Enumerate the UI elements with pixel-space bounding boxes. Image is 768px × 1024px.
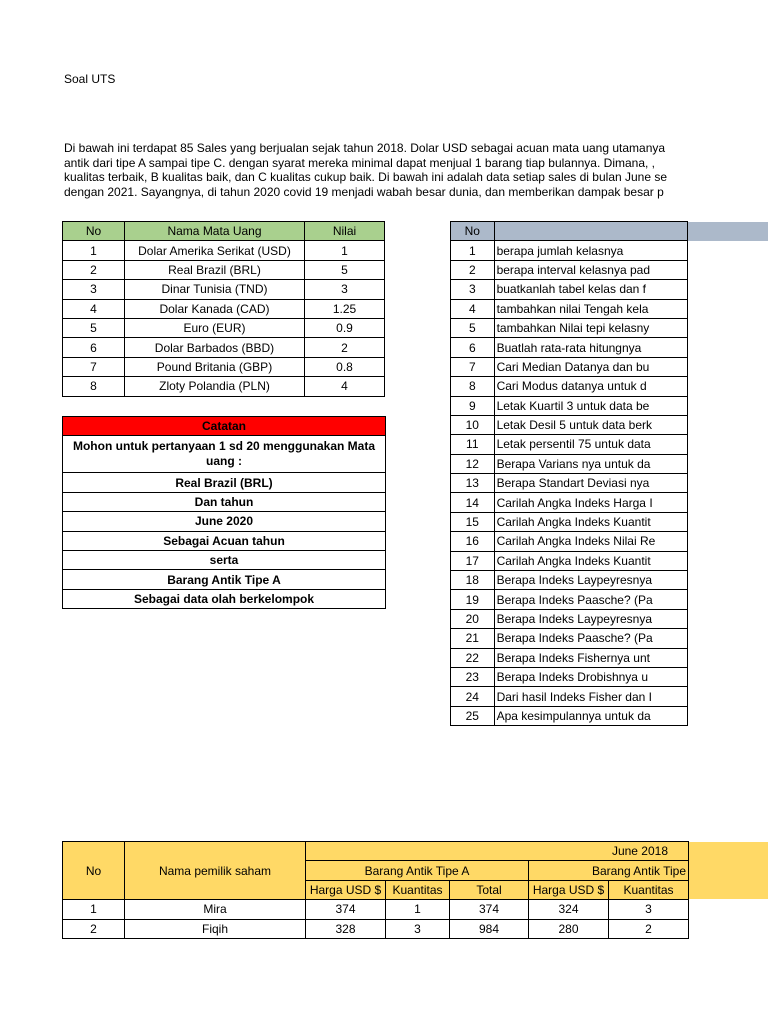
question-no-cell: 12 <box>451 454 495 473</box>
sales-header-price-a: Harga USD $ <box>306 880 386 899</box>
notes-line: Real Brazil (BRL) <box>63 473 386 492</box>
sales-price-a-cell: 328 <box>306 919 386 938</box>
currency-name-cell: Dolar Kanada (CAD) <box>125 299 305 318</box>
question-text-cell: berapa interval kelasnya pad <box>494 260 687 279</box>
question-text-cell: Berapa Indeks Fishernya unt <box>494 648 687 667</box>
question-row <box>451 318 688 337</box>
currency-name-cell: Dolar Amerika Serikat (USD) <box>125 241 305 260</box>
question-text-cell: Carilah Angka Indeks Kuantit <box>494 551 687 570</box>
question-text-cell: tambahkan nilai Tengah kela <box>494 299 687 318</box>
question-no-cell: 20 <box>451 609 495 628</box>
question-no-cell: 2 <box>451 260 495 279</box>
question-row <box>451 299 688 318</box>
question-text-cell: Berapa Indeks Laypeyresnya <box>494 571 687 590</box>
question-no-cell: 3 <box>451 280 495 299</box>
sales-header-qty-a: Kuantitas <box>386 880 450 899</box>
sales-qty-b-cell: 2 <box>609 919 689 938</box>
sales-panel <box>62 841 689 941</box>
question-text-cell: Berapa Indeks Paasche? (Pa <box>494 590 687 609</box>
question-row <box>451 609 688 628</box>
question-row <box>451 493 688 512</box>
question-no-cell: 24 <box>451 687 495 706</box>
currency-value-cell: 0.8 <box>305 357 385 376</box>
question-no-cell: 5 <box>451 318 495 337</box>
questions-header-question <box>494 222 687 241</box>
currency-header-no: No <box>63 222 125 241</box>
question-no-cell: 6 <box>451 338 495 357</box>
question-row <box>451 590 688 609</box>
intro-line: kualitas terbaik, B kualitas baik, dan C kualitas cukup baik. Di bawah ini adalah data setiap sales di bulan June se <box>64 170 668 184</box>
sales-header-total-a: Total <box>450 880 529 899</box>
question-no-cell: 13 <box>451 474 495 493</box>
sales-row <box>63 919 689 938</box>
currency-header-value: Nilai <box>305 222 385 241</box>
question-row <box>451 706 688 725</box>
sales-qty-b-cell: 3 <box>609 900 689 919</box>
question-row <box>451 377 688 396</box>
currency-value-cell: 1 <box>305 241 385 260</box>
question-no-cell: 9 <box>451 396 495 415</box>
sales-total-a-cell: 984 <box>450 919 529 938</box>
question-row <box>451 512 688 531</box>
currency-name-cell: Dinar Tunisia (TND) <box>125 280 305 299</box>
sales-table <box>62 841 689 939</box>
question-row <box>451 629 688 648</box>
sales-header-price-b: Harga USD $ <box>529 880 609 899</box>
question-no-cell: 19 <box>451 590 495 609</box>
question-text-cell: Berapa Standart Deviasi nya <box>494 474 687 493</box>
notes-line: serta <box>63 550 386 569</box>
questions-header-overflow <box>688 222 768 241</box>
intro-line: dengan 2021. Sayangnya, di tahun 2020 covid 19 menjadi wabah besar dunia, dan memberikan dampak besar p <box>64 184 664 199</box>
questions-header-no: No <box>451 222 495 241</box>
question-no-cell: 4 <box>451 299 495 318</box>
question-no-cell: 21 <box>451 629 495 648</box>
intro-paragraph <box>64 141 688 199</box>
question-row <box>451 415 688 434</box>
currency-value-cell: 1.25 <box>305 299 385 318</box>
sales-header-overflow <box>689 842 768 899</box>
question-text-cell: Carilah Angka Indeks Harga I <box>494 493 687 512</box>
question-text-cell: Berapa Indeks Laypeyresnya <box>494 609 687 628</box>
currency-name-cell: Zloty Polandia (PLN) <box>125 377 305 396</box>
currency-name-cell: Real Brazil (BRL) <box>125 260 305 279</box>
question-row <box>451 551 688 570</box>
currency-no-cell: 7 <box>63 357 125 376</box>
notes-line: Barang Antik Tipe A <box>63 570 386 589</box>
sales-header-period: June 2018 <box>306 842 689 861</box>
page-title: Soal UTS <box>64 72 116 86</box>
question-no-cell: 23 <box>451 667 495 686</box>
currency-name-cell: Euro (EUR) <box>125 318 305 337</box>
question-row <box>451 357 688 376</box>
currency-row <box>63 338 385 357</box>
questions-panel <box>450 221 688 727</box>
notes-line: Sebagai data olah berkelompok <box>63 589 386 608</box>
question-text-cell: tambahkan Nilai tepi kelasny <box>494 318 687 337</box>
question-no-cell: 1 <box>451 241 495 260</box>
sales-name-cell: Mira <box>125 900 306 919</box>
currency-no-cell: 2 <box>63 260 125 279</box>
question-row <box>451 571 688 590</box>
currency-no-cell: 5 <box>63 318 125 337</box>
currency-header-name: Nama Mata Uang <box>125 222 305 241</box>
question-row <box>451 474 688 493</box>
currency-name-cell: Pound Britania (GBP) <box>125 357 305 376</box>
currency-value-cell: 0.9 <box>305 318 385 337</box>
sales-qty-a-cell: 3 <box>386 919 450 938</box>
sales-header-group-b: Barang Antik Tipe <box>529 861 689 880</box>
notes-line: Mohon untuk pertanyaan 1 sd 20 menggunakan Mata uang : <box>63 436 386 473</box>
question-no-cell: 15 <box>451 512 495 531</box>
notes-line: Sebagai Acuan tahun <box>63 531 386 550</box>
question-text-cell: buatkanlah tabel kelas dan f <box>494 280 687 299</box>
question-text-cell: Letak Desil 5 untuk data berk <box>494 415 687 434</box>
currency-value-cell: 4 <box>305 377 385 396</box>
currency-no-cell: 6 <box>63 338 125 357</box>
sales-header-group-a: Barang Antik Tipe A <box>306 861 529 880</box>
question-row <box>451 260 688 279</box>
question-no-cell: 16 <box>451 532 495 551</box>
sales-header-qty-b: Kuantitas <box>609 880 689 899</box>
question-text-cell: Buatlah rata-rata hitungnya <box>494 338 687 357</box>
question-row <box>451 667 688 686</box>
question-text-cell: Berapa Varians nya untuk da <box>494 454 687 473</box>
sales-qty-a-cell: 1 <box>386 900 450 919</box>
question-text-cell: Letak persentil 75 untuk data <box>494 435 687 454</box>
question-text-cell: Apa kesimpulannya untuk da <box>494 706 687 725</box>
question-row <box>451 241 688 260</box>
question-text-cell: Letak Kuartil 3 untuk data be <box>494 396 687 415</box>
sales-no-cell: 2 <box>63 919 125 938</box>
question-text-cell: Carilah Angka Indeks Kuantit <box>494 512 687 531</box>
question-no-cell: 14 <box>451 493 495 512</box>
question-no-cell: 7 <box>451 357 495 376</box>
currency-no-cell: 3 <box>63 280 125 299</box>
questions-table <box>450 221 688 726</box>
question-row <box>451 396 688 415</box>
sales-total-a-cell: 374 <box>450 900 529 919</box>
notes-table <box>62 416 386 609</box>
question-no-cell: 18 <box>451 571 495 590</box>
question-text-cell: Berapa Indeks Paasche? (Pa <box>494 629 687 648</box>
sales-price-b-cell: 324 <box>529 900 609 919</box>
currency-row <box>63 357 385 376</box>
notes-line: Dan tahun <box>63 492 386 511</box>
question-row <box>451 687 688 706</box>
currency-value-cell: 3 <box>305 280 385 299</box>
sales-price-b-cell: 280 <box>529 919 609 938</box>
question-row <box>451 648 688 667</box>
question-no-cell: 11 <box>451 435 495 454</box>
question-row <box>451 338 688 357</box>
currency-no-cell: 8 <box>63 377 125 396</box>
currency-no-cell: 4 <box>63 299 125 318</box>
question-row <box>451 454 688 473</box>
currency-name-cell: Dolar Barbados (BBD) <box>125 338 305 357</box>
intro-line: Di bawah ini terdapat 85 Sales yang berjualan sejak tahun 2018. Dolar USD sebagai acuan mata uang utamanya <box>64 141 666 155</box>
question-row <box>451 280 688 299</box>
currency-row <box>63 377 385 396</box>
currency-table <box>62 221 385 397</box>
question-text-cell: Cari Median Datanya dan bu <box>494 357 687 376</box>
question-text-cell: berapa jumlah kelasnya <box>494 241 687 260</box>
sales-row <box>63 900 689 919</box>
sales-name-cell: Fiqih <box>125 919 306 938</box>
sales-header-name: Nama pemilik saham <box>125 842 306 900</box>
sales-price-a-cell: 374 <box>306 900 386 919</box>
question-row <box>451 435 688 454</box>
question-text-cell: Berapa Indeks Drobishnya u <box>494 667 687 686</box>
currency-row <box>63 280 385 299</box>
questions-header-row <box>451 222 688 241</box>
question-no-cell: 22 <box>451 648 495 667</box>
question-no-cell: 10 <box>451 415 495 434</box>
question-row <box>451 532 688 551</box>
question-text-cell: Dari hasil Indeks Fisher dan I <box>494 687 687 706</box>
sales-header-no: No <box>63 842 125 900</box>
question-text-cell: Carilah Angka Indeks Nilai Re <box>494 532 687 551</box>
currency-header-row <box>63 222 385 241</box>
notes-line: June 2020 <box>63 512 386 531</box>
question-text-cell: Cari Modus datanya untuk d <box>494 377 687 396</box>
question-no-cell: 25 <box>451 706 495 725</box>
currency-row <box>63 318 385 337</box>
currency-row <box>63 260 385 279</box>
currency-row <box>63 299 385 318</box>
intro-line: antik dari tipe A sampai tipe C. dengan syarat mereka minimal dapat menjual 1 barang tiap bulannya. Dimana, , <box>64 155 655 170</box>
currency-row <box>63 241 385 260</box>
currency-value-cell: 5 <box>305 260 385 279</box>
question-no-cell: 17 <box>451 551 495 570</box>
currency-value-cell: 2 <box>305 338 385 357</box>
sales-no-cell: 1 <box>63 900 125 919</box>
currency-no-cell: 1 <box>63 241 125 260</box>
notes-header: Catatan <box>63 417 386 436</box>
question-no-cell: 8 <box>451 377 495 396</box>
